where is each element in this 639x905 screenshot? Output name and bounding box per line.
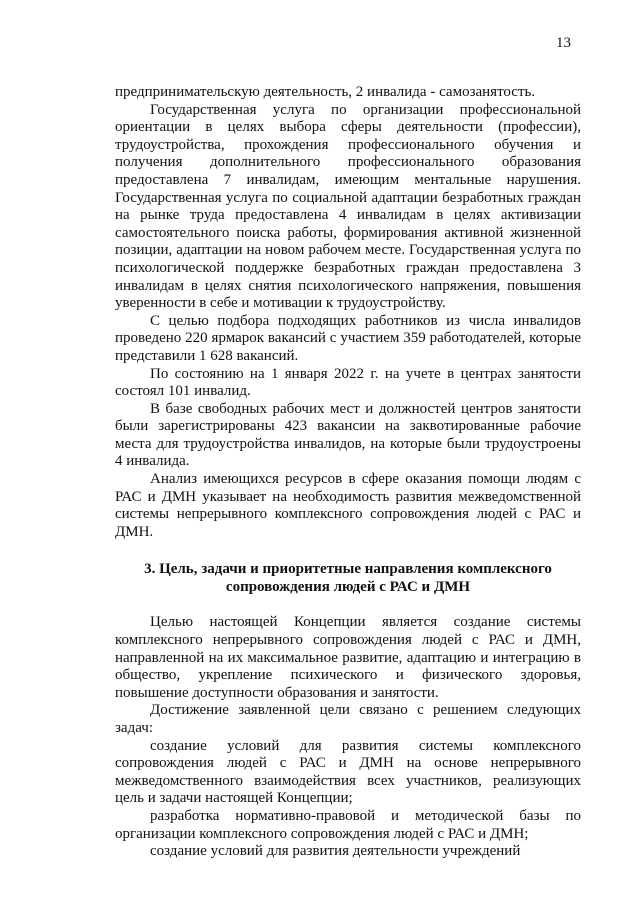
paragraph: По состоянию на 1 января 2022 г. на учете в центрах занятости состоял 101 инвалид.: [115, 365, 581, 400]
list-item: создание условий для развития системы комплексного сопровождения людей с РАС и ДМН на основе непрерывного межведомственного взаимодействия всех участников, реализующих цель и задачи настоящей Концепции;: [115, 737, 581, 807]
section-title: [115, 560, 581, 596]
document-body: [115, 84, 581, 861]
page-number: 13: [556, 35, 571, 51]
paragraph: Достижение заявленной цели связано с решением следующих задач:: [115, 702, 581, 736]
list-item: разработка нормативно-правовой и методической базы по организации комплексного сопровождения людей с РАС и ДМН;: [115, 807, 581, 842]
paragraph: Анализ имеющихся ресурсов в сфере оказания помощи людям с РАС и ДМН указывает на необходимость развития межведомственной системы непрерывного комплексного сопровождения людей с РАС и ДМН.: [115, 471, 581, 540]
section-title-line: сопровождения людей с РАС и ДМН: [225, 579, 471, 596]
section-title-line: 3. Цель, задачи и приоритетные направления комплексного: [144, 561, 552, 578]
paragraph: В базе свободных рабочих мест и должностей центров занятости были зарегистрированы 423 вакансии на заквотированные рабочие места для трудоустройства инвалидов, на которые были трудоустроены 4 инвалида.: [115, 400, 581, 470]
paragraph: С целью подбора подходящих работников из числа инвалидов проведено 220 ярмарок вакансий с участием 359 работодателей, которые представили 1 628 вакансий.: [115, 312, 581, 364]
paragraph: Целью настоящей Концепции является создание системы комплексного непрерывного сопровождения людей с РАС и ДМН, направленной на их максимальное развитие, адаптацию и интеграцию в общество, укрепление психического и физического здоровья, повышение доступности образования и занятости.: [115, 614, 581, 701]
list-item: создание условий для развития деятельности учреждений: [150, 843, 521, 860]
paragraph: Государственная услуга по организации профессиональной ориентации в целях выбора сферы деятельности (профессии), трудоустройства, прохождения профессионального обучения и получения дополнительного профессионального образования предоставлена 7 инвалидам, имеющим ментальные нарушения. Государственная услуга по социальной адаптации безработных граждан на рынке труда предоставлена 4 инвалидам в целях активизации самостоятельного поиска работы, формирования активной жизненной позиции, адаптации на новом рабочем месте. Государственная услуга по психологической поддержке безработных граждан предоставлена 3 инвалидам в целях снятия психологического напряжения, повышения уверенности в себе и мотивации к трудоустройству.: [115, 101, 581, 312]
paragraph: предпринимательскую деятельность, 2 инвалида - самозанятость.: [115, 84, 536, 100]
